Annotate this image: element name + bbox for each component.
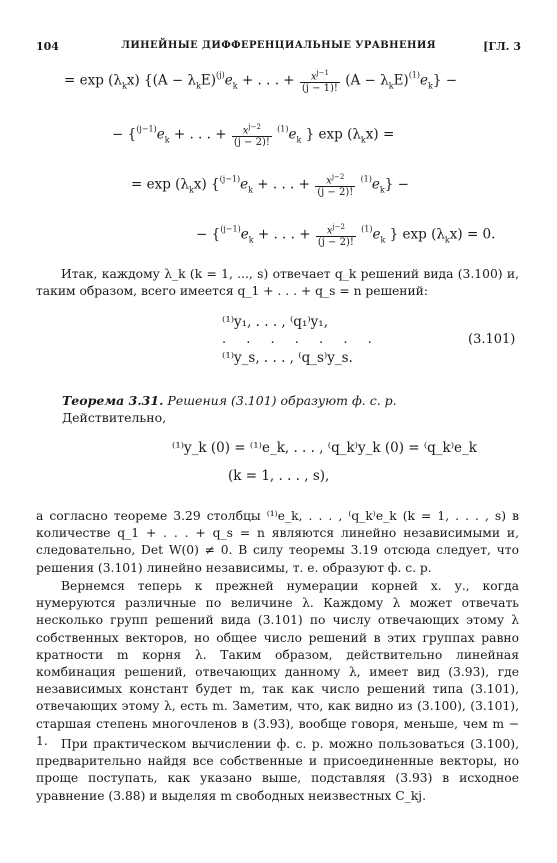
equation-number: (3.101) [468, 332, 516, 347]
fraction: $\frac{x^{j-1}}{(j - 1)!}$ [301, 69, 338, 95]
formula-line-1: = $\exp (\lambda_kx) \{(A - \lambda_kE)^{(j)}e_k$ + . . . + $\frac{x^{j-1}}{(j - 1)!}$ $(A - \lambda_kE)^{(1)}e_k$} − [64, 69, 458, 95]
initial-condition-line-2: (k = 1, . . . , s), [228, 468, 330, 484]
theorem-title: Теорема 3.31. [62, 393, 164, 408]
chapter-label: [ГЛ. 3 [483, 40, 521, 53]
formula-line-3: = $\exp (\lambda_kx) \{^{(j-1)}e_k$ + . . . + $\frac{x^{j-2}}{(j - 2)!}$ $^{(1)}e_k$} − [131, 173, 409, 199]
paragraph-2: а согласно теореме 3.29 столбцы ⁽¹⁾e_k, . . . , ⁽q_k⁾e_k (k = 1, . . . , s) в количестве q_1 + . . . + q_s = n являются линейно независимыми и, следовательно, Det W(0) ≠ 0. В силу теоремы 3.19 отсюда следует, что решения (3.101) линейно независимы, т. е. образуют ф. с. р. [36, 509, 519, 575]
page-number: 104 [36, 40, 59, 53]
fraction: $\frac{x^{j-2}}{(j - 2)!}$ [317, 223, 354, 249]
formula-line-4: − {$^{(j-1)}e_k$ + . . . + $\frac{x^{j-2}}{(j - 2)!}$ $^{(1)}e_k$ } $\exp (\lambda_kx) = 0$. [196, 223, 496, 249]
solutions-row-1: ⁽¹⁾y₁, . . . , ⁽q₁⁾y₁, [222, 314, 329, 330]
initial-condition-line-1: ⁽¹⁾y_k (0) = ⁽¹⁾e_k, . . . , ⁽q_k⁾y_k (0) = ⁽q_k⁾e_k [172, 440, 477, 456]
formula-line-2: − {$^{(j-1)}e_k$ + . . . + $\frac{x^{j-2}}{(j - 2)!}$ $^{(1)}e_k$ } $\exp (\lambda_kx)$ = [112, 123, 395, 149]
solutions-row-2: ⁽¹⁾y_s, . . . , ⁽q_s⁾y_s. [222, 350, 353, 366]
fraction: $\frac{x^{j-2}}{(j - 2)!}$ [317, 173, 354, 199]
solutions-dots: . . . . . . . [222, 332, 380, 347]
paragraph-1: Итак, каждому λ_k (k = 1, ..., s) отвечает q_k решений вида (3.100) и, таким образом, всего имеется q_1 + . . . + q_s = n решений: [36, 267, 519, 299]
paragraph-3: Вернемся теперь к прежней нумерации корней х. у., когда нумеруются различные по величине λ. Каждому λ может отвечать несколько групп решений вида (3.101) по числу отвечающих этому λ собственных векторов, но общее число решений в этих группах равно кратности m корня λ. Таким образом, действительно линейная комбинация решений, отвечающих данному λ, имеет вид (3.93), где независимых констант будет m, так как число решений типа (3.101), отвечающих этому λ, есть m. Заметим, что, как видно из (3.100), (3.101), старшая степень многочленов в (3.93), вообще говоря, меньше, чем m − 1. [36, 579, 519, 748]
paragraph-4: При практическом вычислении ф. с. р. можно пользоваться (3.100), предварительно найдя все собственные и присоединенные векторы, но проще поступать, как указано выше, подставляя (3.93) в исходное уравнение (3.88) и выделяя m свободных неизвестных C_kj. [36, 737, 519, 803]
running-header [36, 40, 521, 56]
running-title: ЛИНЕЙНЫЕ ДИФФЕРЕНЦИАЛЬНЫЕ УРАВНЕНИЯ [121, 40, 436, 51]
proof-start: Действительно, [62, 410, 167, 425]
fraction: $\frac{x^{j-2}}{(j - 2)!}$ [233, 123, 270, 149]
theorem-block [62, 392, 519, 409]
theorem-statement: Решения (3.101) образуют ф. с. р. [167, 393, 397, 408]
